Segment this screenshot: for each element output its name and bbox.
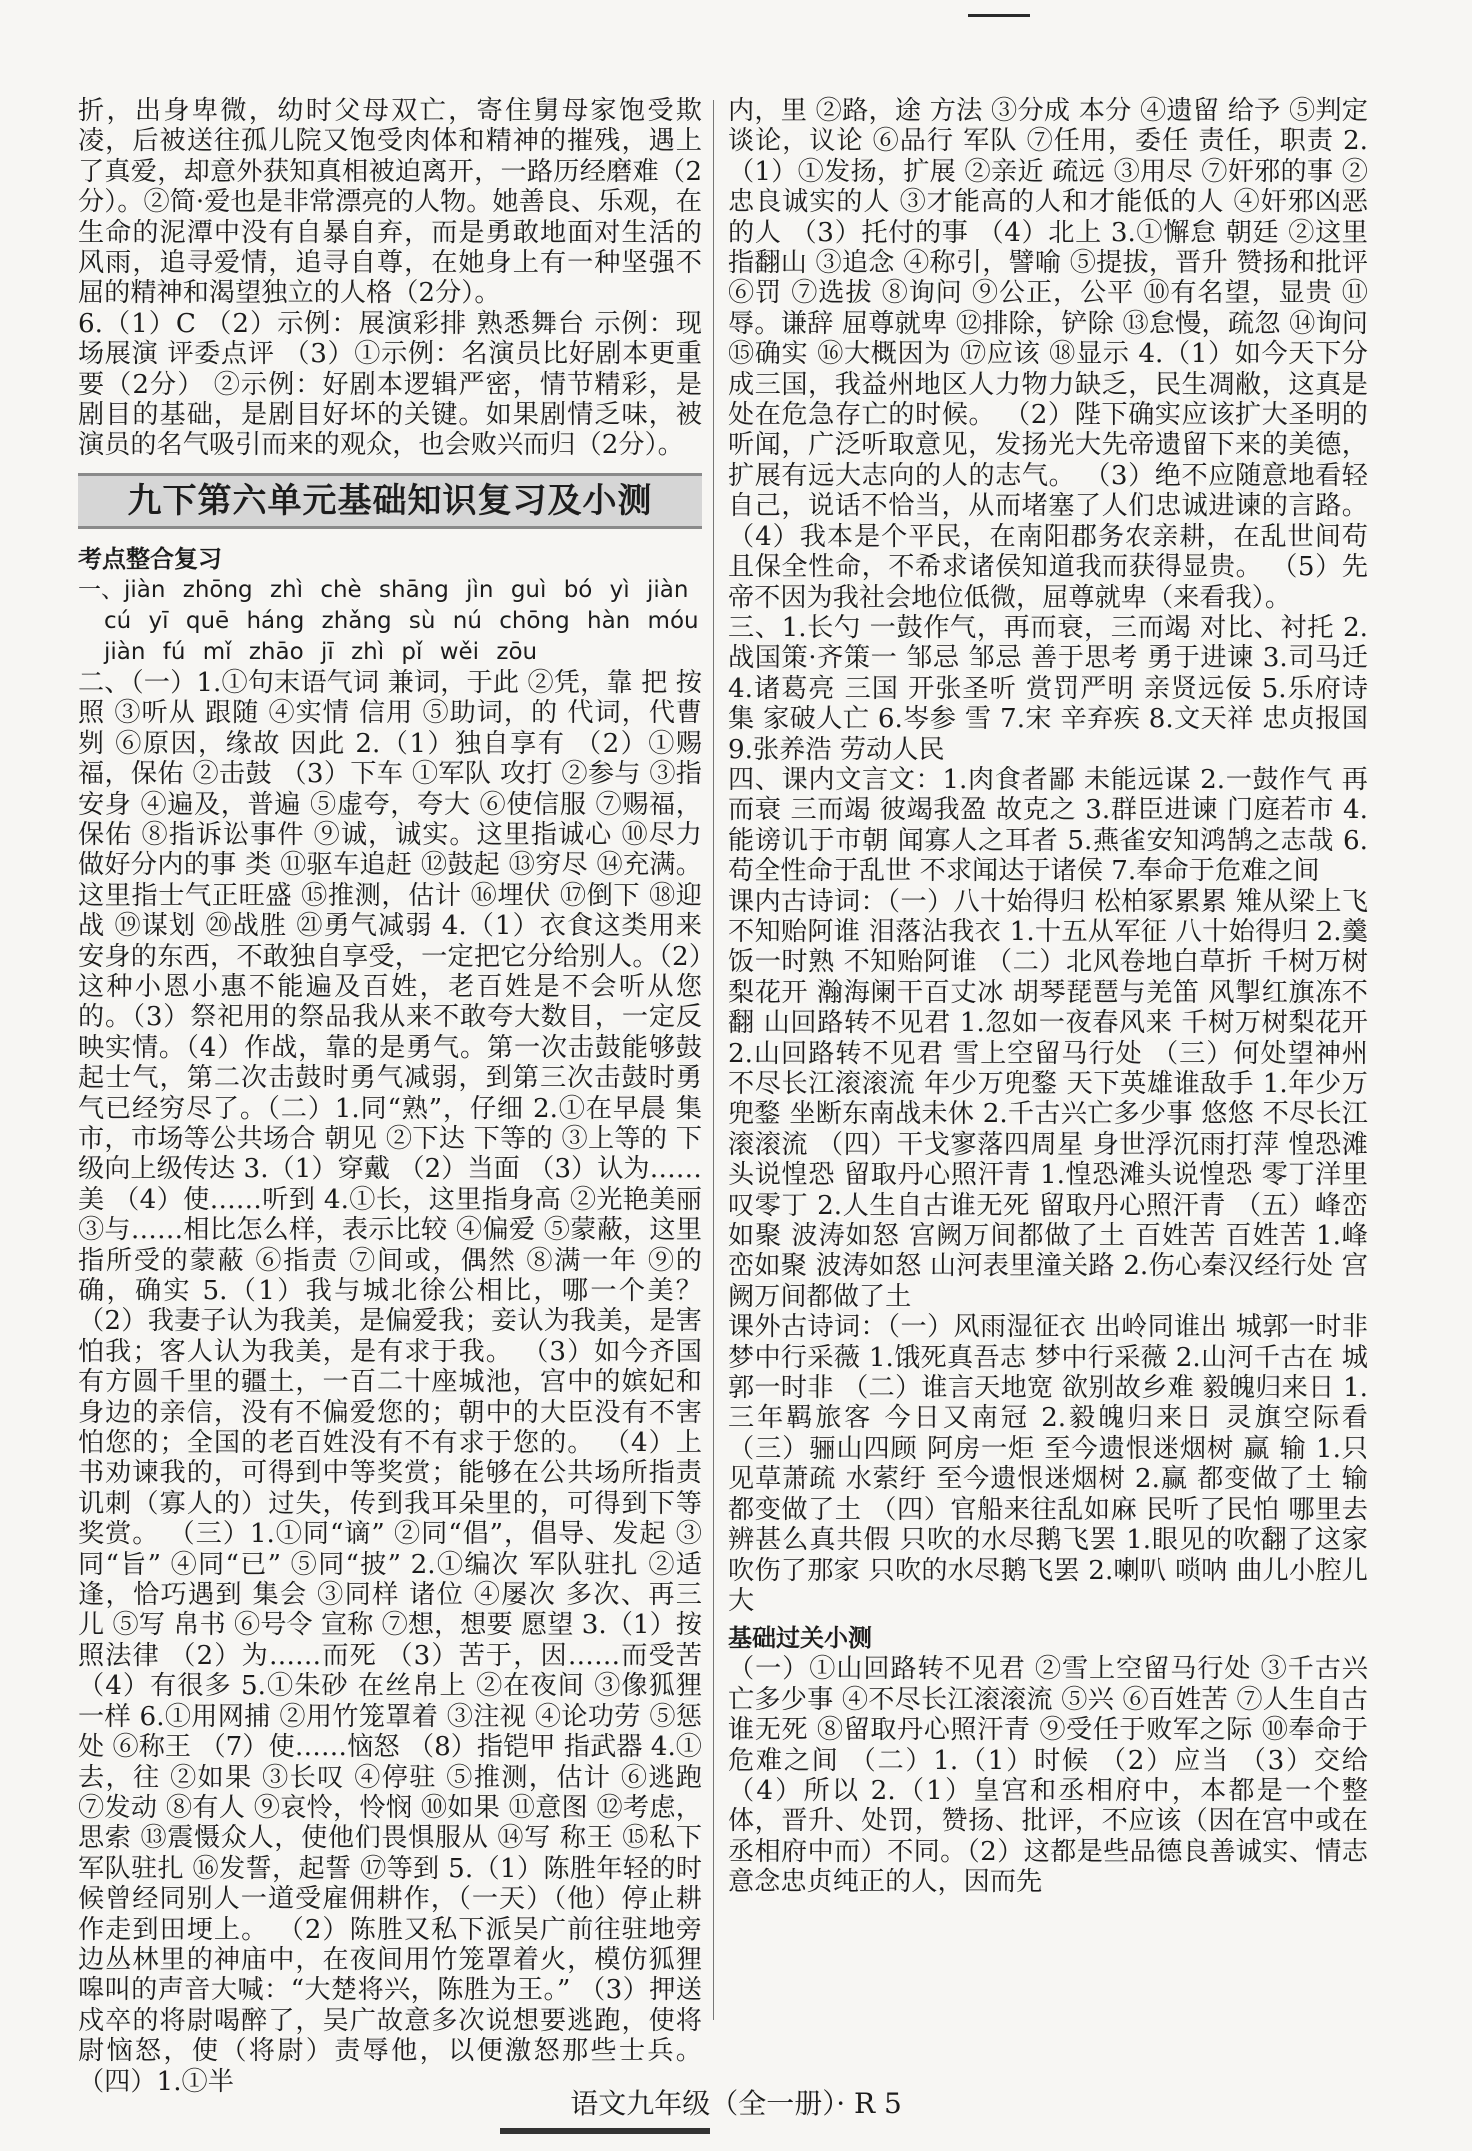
answer-paragraph-2: 6.（1）C （2）示例：展演彩排 熟悉舞台 示例：现场展演 评委点评 （3）①示例：名演员比好剧本更重要（2分） ②示例：好剧本逻辑严密，情节精彩，是剧目的基础，是剧目好坏的关键。如果剧情乏味，被演员的名气吸引而来的观众，也会败兴而归（2分）。 — [78, 308, 702, 461]
pinyin-line-1: 一、jiàn zhōng zhì chè shāng jìn guì bó yì jiàn — [78, 576, 689, 603]
left-column — [78, 96, 702, 2097]
literary-knowledge-answers: 三、1.长勺 一鼓作气，再而衰，三而竭 对比、衬托 2.战国策·齐策一 邹忌 邹忌 善于思考 勇于进谏 3.司马迁 4.诸葛亮 三国 开张圣听 赏罚严明 亲贤远佞 5.乐府诗集 家破人亡 6.岑参 雪 7.宋 辛弃疾 8.文天祥 忠贞报国 9.张养浩 劳动人民 — [728, 612, 1368, 765]
column-divider — [713, 100, 714, 2020]
pinyin-line-2: cú yī quē háng zhǎng sù nú chōng hàn móu — [104, 607, 699, 634]
right-column — [728, 96, 1368, 1898]
review-answers-body: 二、（一）1.①句末语气词 兼词，于此 ②凭，靠 把 按照 ③听从 跟随 ④实情 信用 ⑤助词，的 代词，代曹刿 ⑥原因，缘故 因此 2.（1）独自享有 （2）①赐福，保佑 ②击鼓 （3）下车 ①军队 攻打 ②参与 ③指安身 ④遍及，普遍 ⑤虚夸，夸大 ⑥使信服 ⑦赐福，保佑 ⑧指诉讼事件 ⑨诚，诚实。这里指诚心 ⑩尽力做好分内的事 类 ⑪驱车追赶 ⑫鼓起 ⑬穷尽 ⑭充满。这里指士气正旺盛 ⑮推测，估计 ⑯埋伏 ⑰倒下 ⑱迎战 ⑲谋划 ⑳战胜 ㉑勇气减弱 4.（1）衣食这类用来安身的东西，不敢独自享受，一定把它分给别人。（2）这种小恩小惠不能遍及百姓，老百姓是不会听从您的。（3）祭祀用的祭品我从来不敢夸大数目，一定反映实情。（4）作战，靠的是勇气。第一次击鼓能够鼓起士气，第二次击鼓时勇气减弱，到第三次击鼓时勇气已经穷尽了。（二）1.同“熟”，仔细 2.①在早晨 集市，市场等公共场合 朝见 ②下达 下等的 ③上等的 下级向上级传达 3.（1）穿戴 （2）当面 （3）认为……美 （4）使……听到 4.①长，这里指身高 ②光艳美丽 ③与……相比怎么样，表示比较 ④偏爱 ⑤蒙蔽，这里指所受的蒙蔽 ⑥指责 ⑦间或，偶然 ⑧满一年 ⑨的确，确实 5.（1）我与城北徐公相比，哪一个美？ （2）我妻子认为我美，是偏爱我；妾认为我美，是害怕我；客人认为我美，是有求于我。 （3）如今齐国有方圆千里的疆土，一百二十座城池，宫中的嫔妃和身边的亲信，没有不偏爱您的；朝中的大臣没有不害怕您的；全国的老百姓没有不有求于您的。 （4）上书劝谏我的，可得到中等奖赏；能够在公共场所指责讥刺（寡人的）过失，传到我耳朵里的，可得到下等奖赏。 （三）1.①同“谪” ②同“倡”，倡导、发起 ③同“旨” ④同“已” ⑤同“披” 2.①编次 军队驻扎 ②适逢，恰巧遇到 集会 ③同样 诸位 ④屡次 多次、再三 儿 ⑤写 帛书 ⑥号令 宣称 ⑦想，想要 愿望 3.（1）按照法律 （2）为……而死 （3）苦于，因……而受苦 （4）有很多 5.①朱砂 在丝帛上 ②在夜间 ③像狐狸一样 6.①用网捕 ②用竹笼罩着 ③注视 ④论功劳 ⑤惩处 ⑥称王 （7）使……恼怒 （8）指铠甲 指武器 4.①去，往 ②如果 ③长叹 ④停驻 ⑤推测，估计 ⑥逃跑 ⑦发动 ⑧有人 ⑨哀怜，怜悯 ⑩如果 ⑪意图 ⑫考虑，思索 ⑬震慑众人，使他们畏惧服从 ⑭写 称王 ⑮私下 军队驻扎 ⑯发誓，起誓 ⑰等到 5.（1）陈胜年轻的时候曾经同别人一道受雇佣耕作，（一天）（他）停止耕作走到田埂上。 （2）陈胜又私下派吴广前往驻地旁边丛林里的神庙中，在夜间用竹笼罩着火，模仿狐狸嗥叫的声音大喊：“大楚将兴，陈胜为王。” （3）押送戍卒的将尉喝醉了，吴广故意多次说想要逃跑，使将尉恼怒，使（将尉）责辱他，以便激怒那些士兵。 （四）1.①半 — [78, 667, 702, 2097]
in-class-poems-answers: 课内古诗词：（一）八十始得归 松柏冢累累 雉从梁上飞 不知贻阿谁 泪落沾我衣 1.十五从军征 八十始得归 2.羹饭一时熟 不知贻阿谁 （二）北风卷地白草折 千树万树梨花开 瀚海阑干百丈冰 胡琴琵琶与羌笛 风掣红旗冻不翻 山回路转不见君 1.忽如一夜春风来 千树万树梨花开 2.山回路转不见君 雪上空留马行处 （三）何处望神州 不尽长江滚滚流 年少万兜鍪 天下英雄谁敌手 1.年少万兜鍪 坐断东南战未休 2.千古兴亡多少事 悠悠 不尽长江滚滚流 （四）干戈寥落四周星 身世浮沉雨打萍 惶恐滩头说惶恐 留取丹心照汗青 1.惶恐滩头说惶恐 零丁洋里叹零丁 2.人生自古谁无死 留取丹心照汗青 （五）峰峦如聚 波涛如怒 宫阙万间都做了土 百姓苦 百姓苦 1.峰峦如聚 波涛如怒 山河表里潼关路 2.伤心秦汉经行处 宫阙万间都做了土 — [728, 886, 1368, 1312]
page-footer — [0, 2082, 1472, 2122]
footer-label: 语文九年级（全一册）· R — [570, 2087, 876, 2120]
review-section-heading: 考点整合复习 — [78, 544, 222, 573]
footer-rule — [500, 2128, 710, 2134]
extra-poems-answers: 课外古诗词：（一）风雨湿征衣 出岭同谁出 城郭一时非 梦中行采薇 1.饿死真吾志 梦中行采薇 2.山河千古在 城郭一时非 （二）谁言天地宽 欲别故乡难 毅魄归来日 1.三年羁旅客 今日又南冠 2.毅魄归来日 灵旗空际看 （三）骊山四顾 阿房一炬 至今遗恨迷烟树 赢 输 1.只见草萧疏 水萦纡 至今遗恨迷烟树 2.赢 都变做了土 输 都变做了土 （四）官船来往乱如麻 民听了民怕 哪里去辨甚么真共假 只吹的水尽鹅飞罢 1.眼见的吹翻了这家 吹伤了那家 只吹的水尽鹅飞罢 2.喇叭 唢呐 曲儿小腔儿大 — [728, 1312, 1368, 1616]
quiz-heading: 基础过关小测 — [728, 1624, 872, 1653]
classical-prose-answers: 四、课内文言文：1.肉食者鄙 未能远谋 2.一鼓作气 再而衰 三而竭 彼竭我盈 故克之 3.群臣进谏 门庭若市 4.能谤讥于市朝 闻寡人之耳者 5.燕雀安知鸿鹄之志哉 6.苟全性命于乱世 不求闻达于诸侯 7.奉命于危难之间 — [728, 764, 1368, 887]
review-answers-continued: 内，里 ②路，途 方法 ③分成 本分 ④遗留 给予 ⑤判定 谈论，议论 ⑥品行 军队 ⑦任用，委任 责任，职责 2.（1）①发扬，扩展 ②亲近 疏远 ③用尽 ⑦奸邪的事 ②忠良诚实的人 ③才能高的人和才能低的人 ④奸邪凶恶的人 （3）托付的事 （4）北上 3.①懈怠 朝廷 ②这里指翻山 ③追念 ④称引，譬喻 ⑤提拔，晋升 赞扬和批评 ⑥罚 ⑦选拔 ⑧询问 ⑨公正，公平 ⑩有名望，显贵 ⑪辱。谦辞 屈尊就卑 ⑫排除，铲除 ⑬怠慢，疏忽 ⑭询问 ⑮确实 ⑯大概因为 ⑰应该 ⑱显示 4.（1）如今天下分成三国，我益州地区人力物力缺乏，民生凋敝，这真是处在危急存亡的时候。 （2）陛下确实应该扩大圣明的听闻，广泛听取意见，发扬光大先帝遗留下来的美德，扩展有远大志向的人的志气。 （3）绝不应随意地看轻自己，说话不恰当，从而堵塞了人们忠诚进谏的言路。（4）我本是个平民，在南阳郡务农亲耕，在乱世间苟且保全性命，不希求诸侯知道我而获得显贵。 （5）先帝不因为我社会地位低微，屈尊就卑（来看我）。 — [728, 96, 1368, 613]
page-top-mark — [968, 14, 1030, 17]
answer-paragraph-1: 折，出身卑微，幼时父母双亡，寄住舅母家饱受欺凌，后被送往孤儿院又饱受肉体和精神的摧残，遇上了真爱，却意外获知真相被迫离开，一路历经磨难（2分）。②简·爱也是非常漂亮的人物。她善良、乐观，在生命的泥潭中没有自暴自弃，而是勇敢地面对生活的风雨，追寻爱情，追寻自尊，在她身上有一种坚强不屈的精神和渴望独立的人格（2分）。 — [78, 96, 702, 309]
unit-title-banner: 九下第六单元基础知识复习及小测 — [78, 473, 702, 529]
pinyin-line-3: jiàn fú mǐ zhāo jī zhì pǐ wěi zōu — [104, 638, 538, 665]
quiz-answers-body: （一）①山回路转不见君 ②雪上空留马行处 ③千古兴亡多少事 ④不尽长江滚滚流 ⑤兴 ⑥百姓苦 ⑦人生自古谁无死 ⑧留取丹心照汗青 ⑨受任于败军之际 ⑩奉命于危难之间 （二）1.（1）时候 （2）应当 （3）交给 （4）所以 2.（1）皇宫和丞相府中，本都是一个整体，晋升、处罚，赞扬、批评，不应该（因在宫中或在丞相府中而）不同。（2）这都是些品德良善诚实、情志意念忠贞纯正的人，因而先 — [728, 1654, 1368, 1898]
page-number: 5 — [883, 2087, 902, 2120]
